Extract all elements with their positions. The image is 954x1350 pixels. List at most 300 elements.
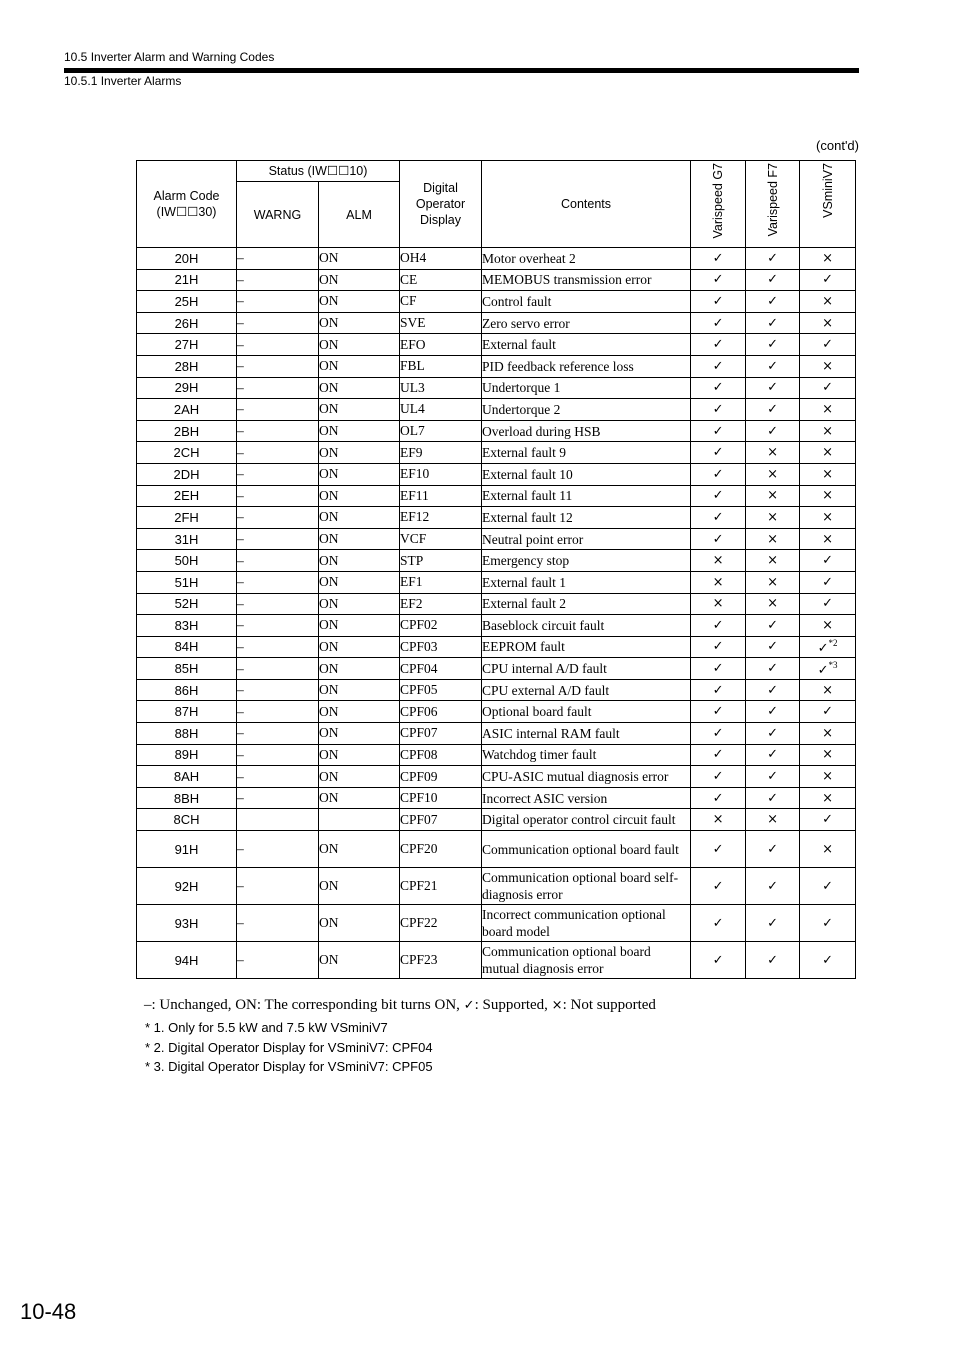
display-code-cell-text: VCF: [400, 531, 427, 547]
display-code-cell-text: FBL: [400, 358, 425, 374]
varispeed-g7-support-cell-text: ✓: [712, 401, 724, 417]
vsminiv7-support-cell-text: ✓: [822, 596, 833, 612]
alarm-code-cell-text: 94H: [174, 952, 199, 968]
alm-cell-text: ON: [319, 768, 339, 784]
alarm-code-cell-text: 21H: [174, 272, 199, 288]
varispeed-f7-support-cell: [746, 723, 800, 745]
alarm-code-cell: [137, 809, 237, 831]
display-code-cell: [400, 615, 482, 637]
warng-cell-text: –: [237, 487, 244, 503]
header-varispeed-f7-label: Varispeed F7: [765, 163, 780, 237]
vsminiv7-support-cell-text: ×: [822, 747, 833, 763]
header-digital-operator-display: Digital Operator Display: [400, 161, 482, 248]
vsminiv7-support-cell: [800, 248, 856, 270]
varispeed-g7-support-cell: [691, 248, 746, 270]
contents-cell: [482, 868, 691, 905]
alm-cell: [319, 334, 400, 356]
display-code-cell: [400, 679, 482, 701]
varispeed-f7-support-cell-text: ✓: [767, 682, 778, 698]
header-varispeed-g7-label: Varispeed G7: [711, 163, 726, 239]
warng-cell: [237, 868, 319, 905]
alm-cell: [319, 615, 400, 637]
contents-cell-text: External fault 2: [482, 596, 566, 612]
varispeed-f7-support-cell-text: ✓: [767, 878, 778, 894]
vsminiv7-support-cell-text: ✓: [822, 337, 833, 353]
alarm-code-cell-text: 8BH: [173, 790, 200, 806]
contents-cell: [482, 334, 691, 356]
alarm-code-cell: [137, 723, 237, 745]
contents-cell: [482, 809, 691, 831]
warng-cell-text: –: [237, 682, 244, 698]
contents-cell: [482, 507, 691, 529]
varispeed-g7-support-cell: [691, 723, 746, 745]
vsminiv7-support-cell: [800, 787, 856, 809]
varispeed-g7-support-cell-text: ✓: [712, 488, 724, 504]
table-row: [137, 377, 856, 399]
alarm-code-cell: [137, 701, 237, 723]
contents-cell: [482, 831, 691, 868]
varispeed-f7-support-cell-text: ✓: [767, 841, 778, 857]
display-code-cell-text: CPF08: [400, 746, 438, 762]
warng-cell-text: –: [237, 878, 244, 894]
vsminiv7-support-cell-text: ✓: [822, 272, 833, 288]
contents-cell-text: Control fault: [482, 293, 552, 309]
alm-cell-text: ON: [319, 682, 339, 698]
display-code-cell-text: SVE: [400, 315, 426, 331]
vsminiv7-support-cell: [800, 399, 856, 421]
varispeed-g7-support-cell: [691, 905, 746, 942]
alarm-code-cell: [137, 291, 237, 313]
warng-cell: [237, 550, 319, 572]
vsminiv7-support-cell: [800, 831, 856, 868]
varispeed-g7-support-cell-text: ✓: [712, 790, 724, 806]
varispeed-f7-support-cell: [746, 701, 800, 723]
varispeed-f7-support-cell: [746, 905, 800, 942]
display-code-cell: [400, 377, 482, 399]
varispeed-g7-support-cell: [691, 809, 746, 831]
display-code-cell-text: CPF02: [400, 617, 438, 633]
varispeed-f7-support-cell-text: ✓: [767, 704, 778, 720]
warng-cell-text: –: [237, 725, 244, 741]
alm-cell-text: ON: [319, 574, 339, 590]
vsminiv7-support-cell: [800, 766, 856, 788]
contents-cell-text: Baseblock circuit fault: [482, 617, 605, 633]
alarm-code-cell: [137, 377, 237, 399]
display-code-cell-text: OH4: [400, 250, 427, 266]
alarm-code-cell: [137, 593, 237, 615]
alm-cell: [319, 701, 400, 723]
varispeed-f7-support-cell-text: ×: [767, 466, 778, 482]
vsminiv7-support-cell: [800, 809, 856, 831]
varispeed-g7-support-cell-text: ✓: [712, 272, 724, 288]
page-number: 10-48: [20, 1299, 77, 1324]
contents-cell-text: ASIC internal RAM fault: [482, 725, 620, 741]
contents-cell-text: Undertorque 1: [482, 380, 561, 396]
alarm-code-cell-text: 29H: [174, 380, 199, 396]
alm-cell-text: ON: [319, 358, 339, 374]
alm-cell: [319, 269, 400, 291]
contents-cell-text: EEPROM fault: [482, 639, 565, 655]
alarm-code-cell: [137, 334, 237, 356]
alm-cell-text: ON: [319, 444, 339, 460]
warng-cell: [237, 744, 319, 766]
warng-cell-text: –: [237, 444, 244, 460]
warng-cell-text: –: [237, 841, 244, 857]
varispeed-g7-support-cell: [691, 463, 746, 485]
vsminiv7-support-cell-text: ×: [822, 617, 833, 633]
vsminiv7-support-cell-text: ✓: [817, 640, 829, 656]
alm-cell: [319, 248, 400, 270]
varispeed-g7-support-cell: [691, 868, 746, 905]
alarm-code-cell-text: 27H: [174, 337, 199, 353]
table-row: [137, 766, 856, 788]
vsminiv7-support-cell-text: ×: [822, 358, 833, 374]
varispeed-f7-support-cell: [746, 485, 800, 507]
alarm-code-cell: [137, 658, 237, 680]
contents-cell-text: PID feedback reference loss: [482, 358, 634, 374]
warng-cell: [237, 701, 319, 723]
alm-cell: [319, 507, 400, 529]
vsminiv7-support-cell-text: ×: [822, 682, 833, 698]
alarm-code-cell: [137, 787, 237, 809]
contents-cell-text: External fault 11: [482, 488, 573, 504]
inverter-alarms-table: [136, 160, 856, 979]
table-row: [137, 355, 856, 377]
contents-cell: [482, 269, 691, 291]
varispeed-f7-support-cell: [746, 334, 800, 356]
alarm-code-cell: [137, 507, 237, 529]
contents-cell-text: Overload during HSB: [482, 423, 601, 439]
varispeed-f7-support-cell-text: ✓: [767, 250, 778, 266]
alm-cell-text: ON: [319, 379, 339, 395]
alm-cell: [319, 905, 400, 942]
alarm-code-cell: [137, 355, 237, 377]
varispeed-f7-support-cell: [746, 248, 800, 270]
varispeed-f7-support-cell-text: ✓: [767, 380, 778, 396]
alm-cell-text: ON: [319, 531, 339, 547]
alm-cell-text: ON: [319, 725, 339, 741]
warng-cell-text: –: [237, 660, 244, 676]
alm-cell: [319, 723, 400, 745]
vsminiv7-support-cell: [800, 334, 856, 356]
varispeed-f7-support-cell-text: ✓: [767, 790, 778, 806]
varispeed-g7-support-cell: [691, 399, 746, 421]
warng-cell: [237, 942, 319, 979]
alarm-code-cell-text: 28H: [174, 358, 199, 374]
varispeed-f7-support-cell-text: ✓: [767, 401, 778, 417]
varispeed-g7-support-cell: [691, 787, 746, 809]
header-vsminiv7: [800, 161, 856, 248]
warng-cell-text: –: [237, 790, 244, 806]
varispeed-g7-support-cell: [691, 831, 746, 868]
contents-cell-text: Motor overheat 2: [482, 250, 576, 266]
display-code-cell: [400, 787, 482, 809]
vsminiv7-support-cell: [800, 636, 856, 658]
vsminiv7-support-cell-text: ✓: [822, 553, 833, 569]
varispeed-g7-support-cell-text: ✓: [712, 747, 724, 763]
display-code-cell-text: CPF21: [400, 878, 438, 894]
table-row: [137, 615, 856, 637]
varispeed-g7-support-cell: [691, 942, 746, 979]
contents-cell-text: Communication optional board self-diagnosis error: [482, 870, 679, 903]
alm-cell: [319, 787, 400, 809]
vsminiv7-support-cell: [800, 485, 856, 507]
contents-cell: [482, 550, 691, 572]
vsminiv7-support-cell-text: ×: [822, 841, 833, 857]
varispeed-f7-support-cell-text: ×: [767, 488, 778, 504]
varispeed-g7-support-cell-text: ✓: [712, 915, 724, 931]
alarm-code-cell-text: 87H: [174, 704, 199, 720]
table-row: [137, 291, 856, 313]
display-code-cell-text: EF11: [400, 487, 429, 503]
alarm-code-cell-text: 2CH: [173, 445, 200, 461]
legend: [144, 997, 656, 1014]
display-code-cell: [400, 550, 482, 572]
vsminiv7-support-cell-text: ×: [822, 488, 833, 504]
varispeed-g7-support-cell: [691, 355, 746, 377]
alm-cell-text: ON: [319, 660, 339, 676]
varispeed-g7-support-cell: [691, 442, 746, 464]
contents-cell-text: Communication optional board fault: [482, 841, 679, 857]
contents-cell-text: External fault 9: [482, 445, 566, 461]
table-row: [137, 571, 856, 593]
header-contents: Contents: [482, 161, 691, 248]
varispeed-g7-support-cell: [691, 420, 746, 442]
varispeed-f7-support-cell: [746, 615, 800, 637]
display-code-cell: [400, 593, 482, 615]
alm-cell-text: ON: [319, 703, 339, 719]
warng-cell: [237, 679, 319, 701]
varispeed-g7-support-cell-text: ✓: [712, 661, 724, 677]
alarm-code-cell-text: 2FH: [174, 509, 199, 525]
warng-cell: [237, 831, 319, 868]
display-code-cell-text: UL4: [400, 401, 425, 417]
vsminiv7-support-cell-text: ✓: [822, 952, 833, 968]
varispeed-f7-support-cell-text: ×: [767, 553, 778, 569]
varispeed-f7-support-cell-text: ✓: [767, 639, 778, 655]
alarm-code-cell: [137, 942, 237, 979]
contents-cell-text: Emergency stop: [482, 553, 570, 569]
alm-cell: [319, 658, 400, 680]
varispeed-f7-support-cell-text: ×: [767, 531, 778, 547]
display-code-cell-text: CPF05: [400, 682, 438, 698]
varispeed-f7-support-cell: [746, 571, 800, 593]
table-row: [137, 528, 856, 550]
varispeed-g7-support-cell-text: ✓: [712, 380, 724, 396]
varispeed-g7-support-cell-text: ✓: [712, 617, 724, 633]
varispeed-f7-support-cell-text: ✓: [767, 952, 778, 968]
alm-cell: [319, 744, 400, 766]
varispeed-g7-support-cell: [691, 636, 746, 658]
varispeed-f7-support-cell: [746, 269, 800, 291]
warng-cell: [237, 593, 319, 615]
vsminiv7-support-cell-text: ×: [822, 445, 833, 461]
contents-cell: [482, 723, 691, 745]
table-row: [137, 679, 856, 701]
display-code-cell-text: EF10: [400, 466, 430, 482]
subsection-header: 10.5.1 Inverter Alarms: [64, 74, 182, 88]
legend-check-icon: ✓: [463, 998, 475, 1013]
contents-cell-text: Incorrect communication optional board model: [482, 907, 666, 940]
legend-cross-icon: ×: [551, 998, 563, 1013]
display-code-cell: [400, 463, 482, 485]
varispeed-f7-support-cell: [746, 766, 800, 788]
contents-cell-text: External fault: [482, 337, 556, 353]
vsminiv7-support-cell-text: ×: [822, 293, 833, 309]
display-code-cell: [400, 334, 482, 356]
varispeed-g7-support-cell-text: ✓: [712, 841, 724, 857]
varispeed-f7-support-cell-text: ✓: [767, 358, 778, 374]
warng-cell-text: –: [237, 703, 244, 719]
display-code-cell: [400, 485, 482, 507]
display-code-cell: [400, 528, 482, 550]
table-row: [137, 831, 856, 868]
alm-cell-text: ON: [319, 790, 339, 806]
alarm-code-cell-text: 2DH: [173, 466, 200, 482]
varispeed-f7-support-cell: [746, 593, 800, 615]
legend-text-2: : Supported,: [474, 997, 552, 1013]
alm-cell-text: ON: [319, 401, 339, 417]
display-code-cell-text: CPF10: [400, 790, 438, 806]
legend-text-1: : Unchanged, ON: The corresponding bit turns ON,: [151, 997, 464, 1013]
contents-cell: [482, 593, 691, 615]
vsminiv7-support-cell-text: ✓: [822, 380, 833, 396]
alm-cell: [319, 355, 400, 377]
table-row: [137, 507, 856, 529]
warng-cell: [237, 507, 319, 529]
alarm-code-cell: [137, 615, 237, 637]
varispeed-f7-support-cell-text: ✓: [767, 769, 778, 785]
varispeed-g7-support-cell-text: ✓: [712, 358, 724, 374]
vsminiv7-support-cell-text: ×: [822, 725, 833, 741]
warng-cell-text: –: [237, 315, 244, 331]
vsminiv7-support-cell-text: ×: [822, 790, 833, 806]
display-code-cell-text: EF2: [400, 595, 423, 611]
warng-cell: [237, 809, 319, 831]
alm-cell: [319, 550, 400, 572]
warng-cell-text: –: [237, 250, 244, 266]
warng-cell-text: –: [237, 423, 244, 439]
header-varispeed-g7: [691, 161, 746, 248]
varispeed-f7-support-cell-text: ✓: [767, 293, 778, 309]
alm-cell-text: ON: [319, 250, 339, 266]
alarm-code-cell-text: 31H: [174, 531, 199, 547]
vsminiv7-support-cell: [800, 312, 856, 334]
display-code-cell: [400, 636, 482, 658]
alm-cell-text: ON: [319, 595, 339, 611]
warng-cell-text: –: [237, 466, 244, 482]
warng-cell-text: –: [237, 531, 244, 547]
header-alarm-code: [137, 161, 237, 248]
alarm-code-cell-text: 83H: [174, 617, 199, 633]
alarm-code-cell: [137, 463, 237, 485]
varispeed-f7-support-cell: [746, 658, 800, 680]
contents-cell: [482, 636, 691, 658]
alarm-code-cell-text: 26H: [174, 315, 199, 331]
header-varispeed-f7: [746, 161, 800, 248]
vsminiv7-support-cell: [800, 593, 856, 615]
warng-cell-text: –: [237, 638, 244, 654]
contents-cell: [482, 528, 691, 550]
vsminiv7-support-cell-text: ✓: [822, 574, 833, 590]
varispeed-f7-support-cell: [746, 809, 800, 831]
alarm-code-cell-text: 2EH: [173, 488, 200, 504]
contents-cell: [482, 905, 691, 942]
vsminiv7-support-cell-text: ×: [822, 423, 833, 439]
alm-cell-text: ON: [319, 293, 339, 309]
table-row: [137, 744, 856, 766]
alm-cell-text: ON: [319, 915, 339, 931]
alm-cell-text: ON: [319, 746, 339, 762]
display-code-cell: [400, 701, 482, 723]
contents-cell: [482, 377, 691, 399]
varispeed-g7-support-cell-text: ✓: [712, 466, 724, 482]
alarm-code-cell: [137, 636, 237, 658]
display-code-cell: [400, 905, 482, 942]
contents-cell: [482, 312, 691, 334]
display-code-cell: [400, 507, 482, 529]
vsminiv7-support-cell-text: ×: [822, 466, 833, 482]
vsminiv7-support-cell: [800, 679, 856, 701]
contents-cell-text: CPU external A/D fault: [482, 682, 610, 698]
varispeed-g7-support-cell: [691, 291, 746, 313]
alarm-code-cell-text: 25H: [174, 293, 199, 309]
display-code-cell-text: EFO: [400, 336, 426, 352]
alm-cell: [319, 679, 400, 701]
varispeed-f7-support-cell-text: ×: [767, 596, 778, 612]
display-code-cell-text: CPF07: [400, 811, 438, 827]
varispeed-g7-support-cell-text: ✓: [712, 682, 724, 698]
contents-cell: [482, 442, 691, 464]
varispeed-g7-support-cell: [691, 334, 746, 356]
display-code-cell-text: CPF06: [400, 703, 438, 719]
warng-cell-text: –: [237, 401, 244, 417]
warng-cell: [237, 571, 319, 593]
varispeed-f7-support-cell-text: ✓: [767, 337, 778, 353]
footnote-1: * 1. Only for 5.5 kW and 7.5 kW VSminiV7: [145, 1020, 388, 1035]
table-row: [137, 399, 856, 421]
alarm-code-cell: [137, 485, 237, 507]
vsminiv7-support-cell-text: ✓: [822, 704, 833, 720]
warng-cell-text: –: [237, 509, 244, 525]
warng-cell-text: –: [237, 336, 244, 352]
display-code-cell: [400, 399, 482, 421]
alarm-code-cell: [137, 420, 237, 442]
varispeed-f7-support-cell: [746, 291, 800, 313]
alarm-code-cell-text: 2AH: [173, 401, 200, 417]
warng-cell: [237, 905, 319, 942]
warng-cell: [237, 355, 319, 377]
varispeed-g7-support-cell: [691, 679, 746, 701]
contents-cell-text: MEMOBUS transmission error: [482, 272, 652, 288]
varispeed-f7-support-cell: [746, 787, 800, 809]
contents-cell-text: External fault 10: [482, 466, 573, 482]
display-code-cell-text: CPF20: [400, 841, 438, 857]
display-code-cell-text: CPF03: [400, 638, 438, 654]
display-code-cell-text: CPF04: [400, 660, 438, 676]
display-code-cell-text: EF1: [400, 574, 423, 590]
header-rule: [64, 68, 859, 73]
varispeed-g7-support-cell-text: ✓: [712, 878, 724, 894]
contents-cell-text: External fault 12: [482, 509, 573, 525]
alm-cell-text: ON: [319, 617, 339, 633]
display-code-cell: [400, 291, 482, 313]
vsminiv7-support-cell: [800, 868, 856, 905]
varispeed-f7-support-cell: [746, 744, 800, 766]
footnote-2: * 2. Digital Operator Display for VSminiV7: CPF04: [145, 1040, 433, 1055]
display-code-cell-text: CPF09: [400, 768, 438, 784]
varispeed-g7-support-cell-text: ×: [712, 574, 724, 590]
